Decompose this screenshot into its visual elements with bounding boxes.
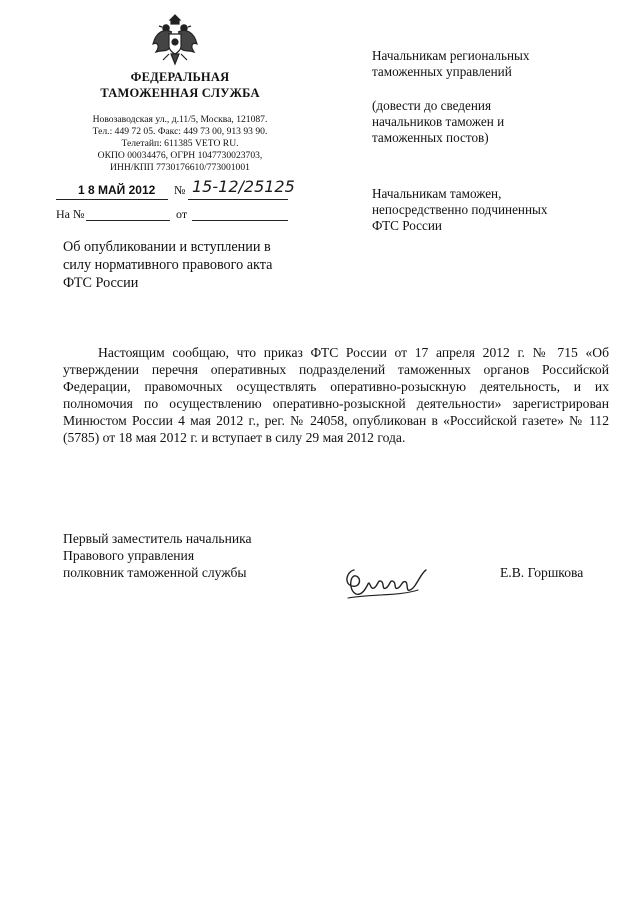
date-stamp: 1 8 МАЙ 2012: [78, 183, 156, 197]
org-phones: Тел.: 449 72 05. Факс: 449 73 00, 913 93 90.: [92, 126, 268, 137]
org-address: Новозаводская ул., д.11/5, Москва, 121087.: [92, 114, 268, 125]
signer-position-line3: полковник таможенной службы: [63, 565, 247, 580]
handwritten-signature: [340, 560, 436, 606]
ref-number-line: [86, 220, 170, 221]
ref-from-label: от: [176, 207, 188, 221]
addressee-regional-line2: таможенных управлений: [372, 64, 512, 79]
addressee-regional-line1: Начальникам региональных: [372, 48, 530, 63]
addressee-customs-line2: непосредственно подчиненных: [372, 202, 548, 217]
subject-line3: ФТС России: [63, 275, 139, 291]
org-inn-kpp: ИНН/КПП 7730176610/773001001: [110, 162, 250, 173]
ref-date-line: [192, 220, 288, 221]
signer-position-line1: Первый заместитель начальника: [63, 531, 252, 546]
number-value: 15-12/25125: [192, 177, 295, 196]
addressee-note-line3: таможенных постов): [372, 130, 489, 145]
addressee-customs-line1: Начальникам таможен,: [372, 186, 502, 201]
subject-line2: силу нормативного правового акта: [63, 257, 273, 273]
number-label: №: [174, 183, 186, 197]
number-underline: [188, 199, 288, 200]
signer-position-line2: Правового управления: [63, 548, 195, 563]
addressee-customs-line3: ФТС России: [372, 218, 442, 233]
body-paragraph: [63, 344, 609, 446]
coat-of-arms-emblem: [150, 14, 200, 68]
org-okpo-ogrn: ОКПО 00034476, ОГРН 1047730023703,: [97, 150, 263, 161]
org-name-line2: ТАМОЖЕННАЯ СЛУЖБА: [100, 86, 260, 100]
org-name-line1: ФЕДЕРАЛЬНАЯ: [130, 70, 230, 84]
signer-name: Е.В. Горшкова: [500, 565, 584, 580]
addressee-note-line1: (довести до сведения: [372, 98, 492, 113]
date-underline: [56, 199, 168, 200]
addressee-note-line2: начальников таможен и: [372, 114, 505, 129]
body-text: Настоящим сообщаю, что приказ ФТС России от 17 апреля 2012 г. № 715 «Об утверждении перечня оперативных подразделений таможенных органов Российской Федерации, правомочных осуществлять оперативно-розыскную деятельность, и их полномочия по осуществлению оперативно-розыскной деятельности» зарегистрирован Минюстом России 4 мая 2012 г., рег. № 24058, опубликован в «Российской газете» № 112 (5785) от 18 мая 2012 г. и вступает в силу 29 мая 2012 года.: [63, 345, 609, 445]
ref-label: На №: [56, 207, 85, 221]
org-teletype: Телетайп: 611385 VETO RU.: [121, 138, 239, 149]
subject-line1: Об опубликовании и вступлении в: [63, 239, 271, 255]
